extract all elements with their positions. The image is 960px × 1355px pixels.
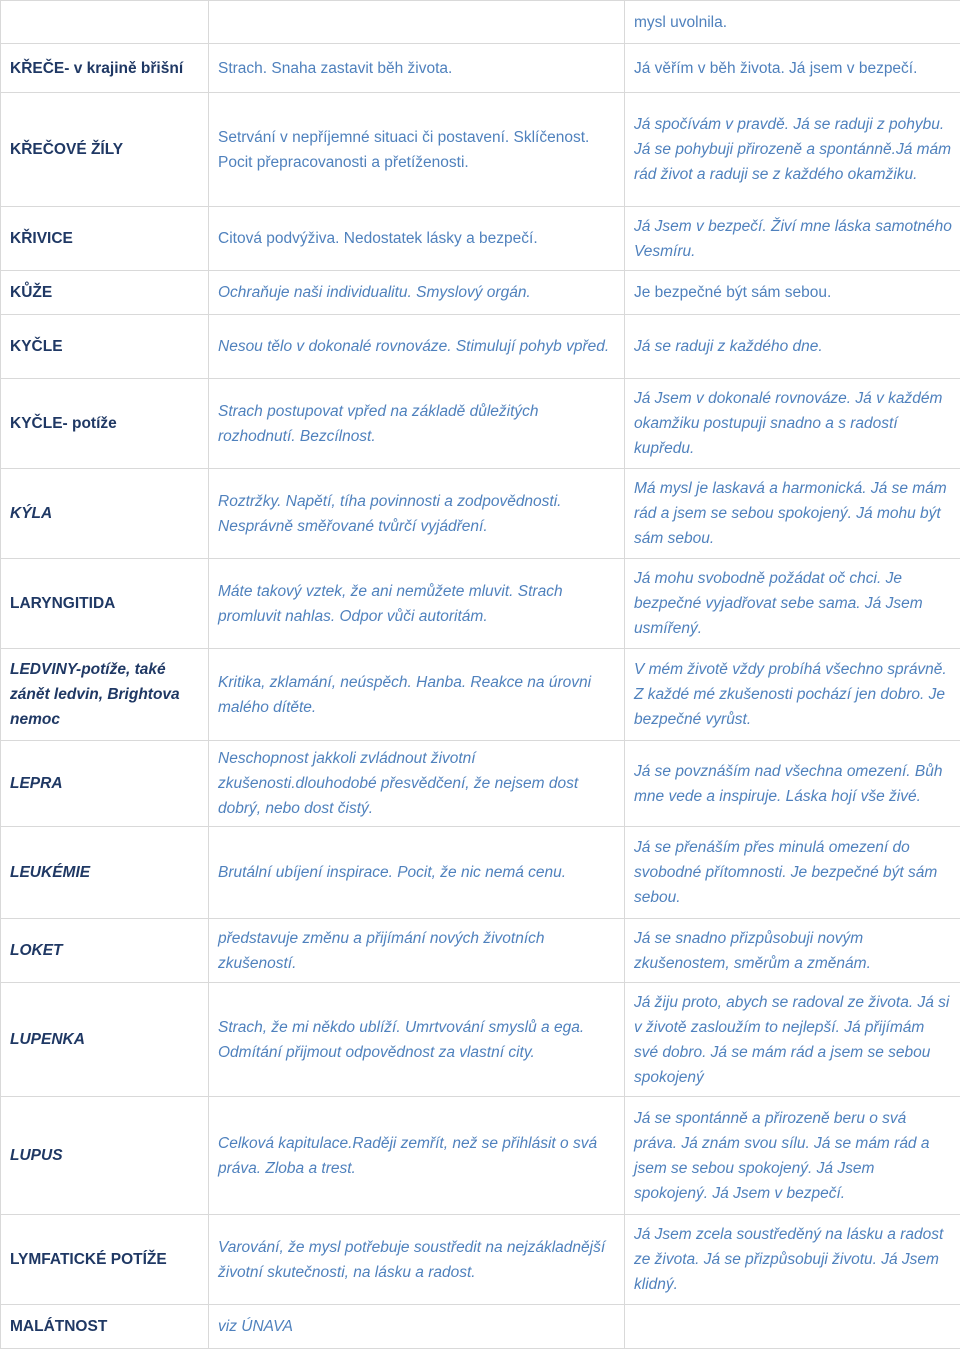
cause-cell: Strach postupovat vpřed na základě důležitých rozhodnutí. Bezcílnost. (209, 379, 625, 469)
cause-cell: Ochraňuje naši individualitu. Smyslový orgán. (209, 271, 625, 315)
table-row (1, 1097, 960, 1215)
table-row (1, 1, 960, 44)
cause-cell: Máte takový vztek, že ani nemůžete mluvit. Strach promluvit nahlas. Odpor vůči autoritám. (209, 559, 625, 649)
cause-cell: viz ÚNAVA (209, 1305, 625, 1349)
table-row (1, 469, 960, 559)
table-row (1, 315, 960, 379)
cause-cell: Strach, že mi někdo ublíží. Umrtvování smyslů a ega. Odmítání přijmout odpovědnost za vlastní city. (209, 983, 625, 1097)
cause-cell: Varování, že mysl potřebuje soustředit na nejzákladnější životní skutečnosti, na lásku a radost. (209, 1215, 625, 1305)
ailment-cell: KYČLE (1, 315, 209, 379)
cause-cell: Setrvání v nepříjemné situaci či postavení. Sklíčenost. Pocit přepracovanosti a přetíženosti. (209, 93, 625, 207)
ailment-cell: KŘEČOVÉ ŽÍLY (1, 93, 209, 207)
ailment-cell: LOKET (1, 919, 209, 983)
ailment-cell: KÝLA (1, 469, 209, 559)
ailment-cell: LUPUS (1, 1097, 209, 1215)
table-row (1, 44, 960, 93)
ailment-cell: KŘEČE- v krajině břišní (1, 44, 209, 93)
ailment-cell: LEUKÉMIE (1, 827, 209, 919)
cause-cell: Brutální ubíjení inspirace. Pocit, že nic nemá cenu. (209, 827, 625, 919)
affirmation-cell: Já věřím v běh života. Já jsem v bezpečí. (625, 44, 960, 93)
table-row (1, 379, 960, 469)
ailment-cell (1, 1, 209, 44)
ailment-cell: MALÁTNOST (1, 1305, 209, 1349)
cause-cell: představuje změnu a přijímání nových životních zkušeností. (209, 919, 625, 983)
cause-cell: Strach. Snaha zastavit běh života. (209, 44, 625, 93)
table-row (1, 983, 960, 1097)
affirmation-cell: Já Jsem v bezpečí. Živí mne láska samotného Vesmíru. (625, 207, 960, 271)
ailment-cell: LYMFATICKÉ POTÍŽE (1, 1215, 209, 1305)
table-row (1, 559, 960, 649)
affirmation-cell: Já se spontánně a přirozeně beru o svá práva. Já znám svou sílu. Já se mám rád a jsem se sebou spokojený. Já Jsem spokojený. Já Jsem v bezpečí. (625, 1097, 960, 1215)
table-row (1, 93, 960, 207)
cause-cell: Roztržky. Napětí, tíha povinnosti a zodpovědnosti. Nesprávně směřované tvůrčí vyjádření. (209, 469, 625, 559)
ailment-cell: KŘIVICE (1, 207, 209, 271)
affirmation-cell: Je bezpečné být sám sebou. (625, 271, 960, 315)
cause-cell: Neschopnost jakkoli zvládnout životní zkušenosti.dlouhodobé přesvědčení, že nejsem dost dobrý, nebo dost čistý. (209, 741, 625, 827)
affirmation-cell: Já žiju proto, abych se radoval ze života. Já si v životě zasloužím to nejlepší. Já přijímám své dobro. Já se mám rád a jsem se sebou spokojený (625, 983, 960, 1097)
affirmation-cell: Má mysl je laskavá a harmonická. Já se mám rád a jsem se sebou spokojený. Já mohu být sám sebou. (625, 469, 960, 559)
affirmation-cell: Já spočívám v pravdě. Já se raduji z pohybu. Já se pohybuji přirozeně a spontánně.Já mám rád život a raduji se z každého okamžiku. (625, 93, 960, 207)
affirmation-cell: Já se snadno přizpůsobuji novým zkušenostem, směrům a změnám. (625, 919, 960, 983)
ailment-cell: LEDVINY-potíže, také zánět ledvin, Brightova nemoc (1, 649, 209, 741)
ailment-cell: LEPRA (1, 741, 209, 827)
table-row (1, 919, 960, 983)
affirmation-cell: Já Jsem zcela soustředěný na lásku a radost ze života. Já se přizpůsobuji životu. Já Jsem klidný. (625, 1215, 960, 1305)
table-row (1, 1215, 960, 1305)
ailment-cell: KYČLE- potíže (1, 379, 209, 469)
affirmation-cell: Já Jsem v dokonalé rovnováze. Já v každém okamžiku postupuji snadno a s radostí kupředu. (625, 379, 960, 469)
affirmation-cell: mysl uvolnila. (625, 1, 960, 44)
cause-cell: Celková kapitulace.Raději zemřít, než se přihlásit o svá práva. Zloba a trest. (209, 1097, 625, 1215)
affirmation-cell (625, 1305, 960, 1349)
affirmation-cell: Já se povznáším nad všechna omezení. Bůh mne vede a inspiruje. Láska hojí vše živé. (625, 741, 960, 827)
table-row (1, 207, 960, 271)
ailment-cell: KŮŽE (1, 271, 209, 315)
table-row (1, 827, 960, 919)
cause-cell: Kritika, zklamání, neúspěch. Hanba. Reakce na úrovni malého dítěte. (209, 649, 625, 741)
table-row (1, 649, 960, 741)
table-row (1, 271, 960, 315)
affirmation-cell: Já se přenáším přes minulá omezení do svobodné přítomnosti. Je bezpečné být sám sebou. (625, 827, 960, 919)
cause-cell: Nesou tělo v dokonalé rovnováze. Stimulují pohyb vpřed. (209, 315, 625, 379)
table-row (1, 741, 960, 827)
cause-cell (209, 1, 625, 44)
cause-cell: Citová podvýživa. Nedostatek lásky a bezpečí. (209, 207, 625, 271)
ailment-cell: LUPENKA (1, 983, 209, 1097)
ailment-cell: LARYNGITIDA (1, 559, 209, 649)
affirmation-cell: Já mohu svobodně požádat oč chci. Je bezpečné vyjadřovat sebe sama. Já Jsem usmířený. (625, 559, 960, 649)
table-row (1, 1305, 960, 1349)
affirmation-cell: V mém životě vždy probíhá všechno správně. Z každé mé zkušenosti pochází jen dobro. Je bezpečné vyrůst. (625, 649, 960, 741)
affirmation-cell: Já se raduji z každého dne. (625, 315, 960, 379)
